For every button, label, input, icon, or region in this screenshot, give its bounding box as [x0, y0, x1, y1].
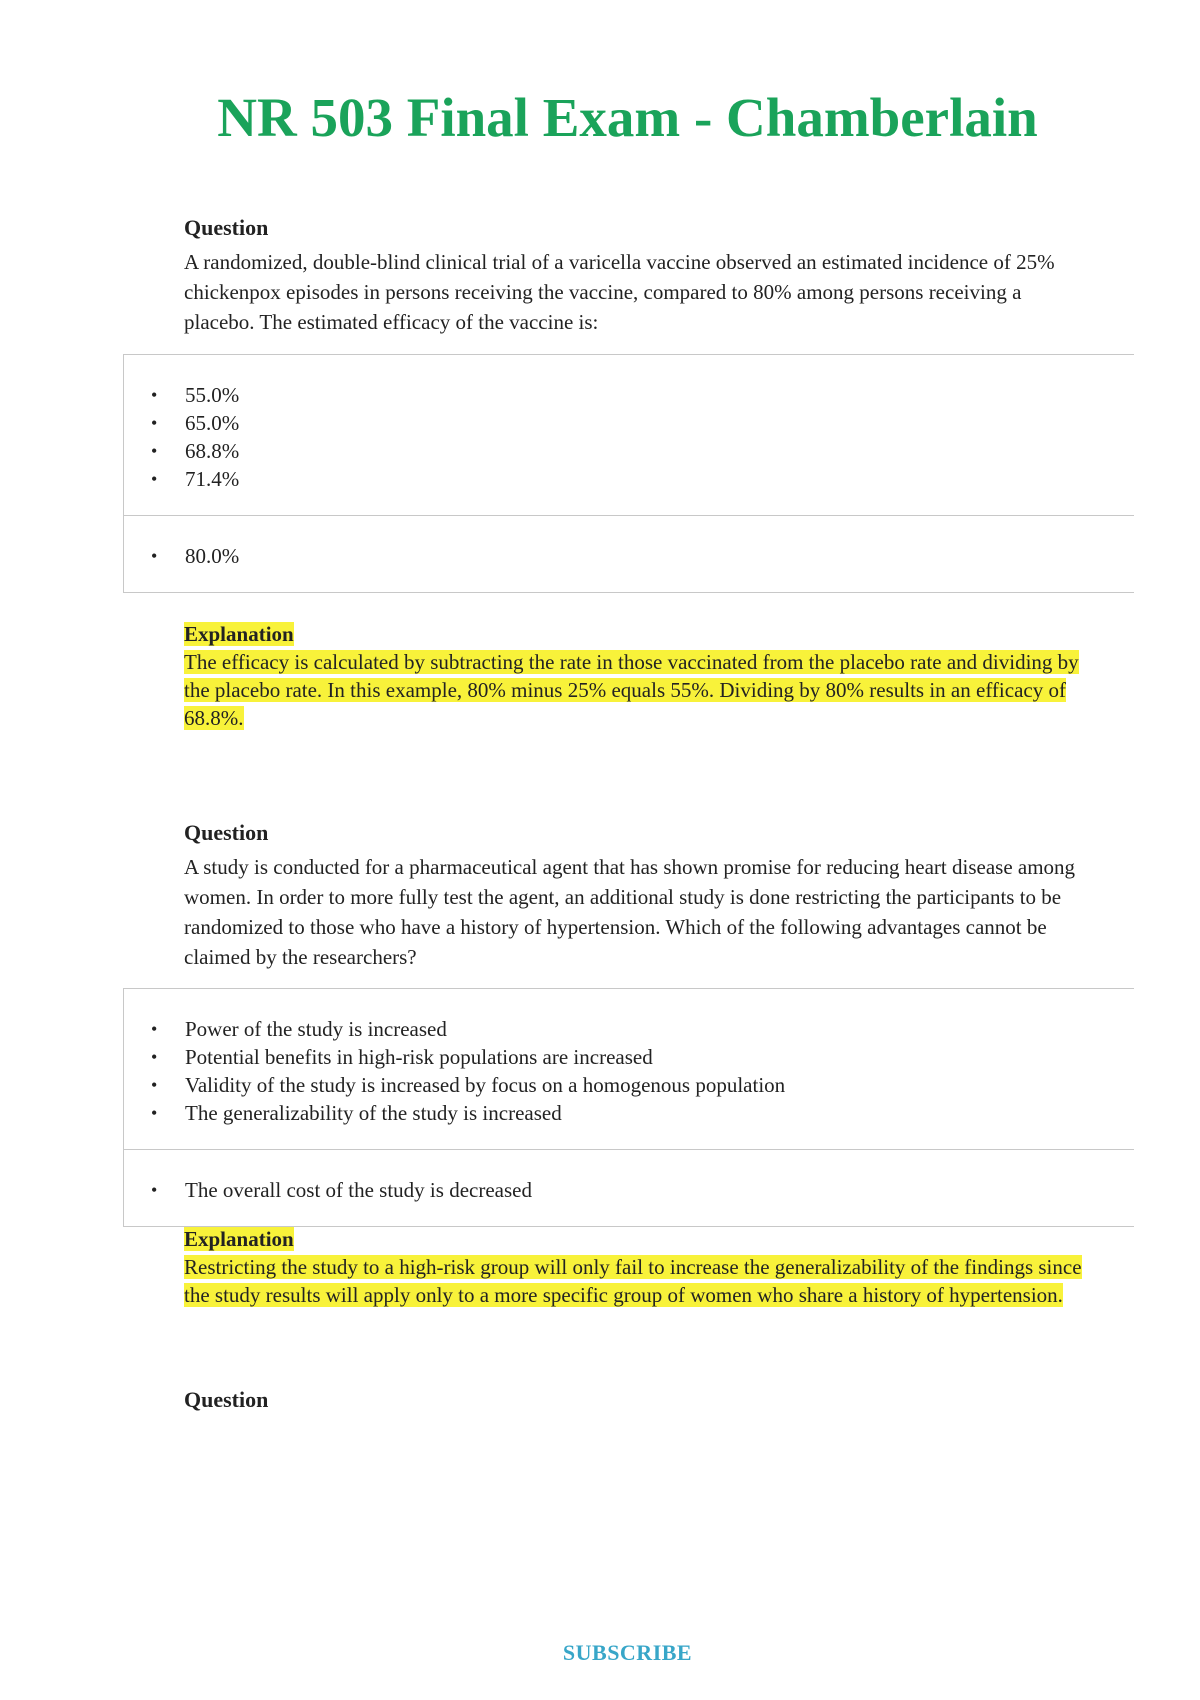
question-heading: Question	[184, 1387, 269, 1412]
option-item: • 71.4%	[124, 465, 1134, 493]
question-3	[184, 1385, 1084, 1415]
option-item: • 80.0%	[124, 542, 1134, 570]
explanation-heading: Explanation	[184, 1227, 294, 1251]
option-item: • 55.0%	[124, 381, 1134, 409]
option-item: • 68.8%	[124, 437, 1134, 465]
question-text: A study is conducted for a pharmaceutical agent that has shown promise for reducing heart disease among women. In order to more fully test the agent, an additional study is done restricting the participants to be randomized to those who have a history of hypertension. Which of the following advantages cannot be claimed by the researchers?	[184, 855, 1076, 969]
question-heading: Question	[184, 820, 269, 845]
question-heading: Question	[184, 215, 269, 240]
document-title: NR 503 Final Exam - Chamberlain	[217, 87, 1038, 148]
options-group-last	[124, 516, 1134, 592]
explanation-text: The efficacy is calculated by subtracting the rate in those vaccinated from the placebo rate and dividing by the placebo rate. In this example, 80% minus 25% equals 55%. Dividing by 80% results in an efficacy of 68.8%.	[184, 650, 1079, 730]
option-item: • The overall cost of the study is decreased	[124, 1176, 1134, 1204]
question-text: A randomized, double-blind clinical trial of a varicella vaccine observed an estimated incidence of 25% chickenpox episodes in persons receiving the vaccine, compared to 80% among persons receiving a placebo. The estimated efficacy of the vaccine is:	[184, 250, 1055, 334]
question-2	[184, 818, 1084, 972]
option-item: • 65.0%	[124, 409, 1134, 437]
explanation-text: Restricting the study to a high-risk group will only fail to increase the generalizability of the findings since the study results will apply only to a more specific group of women who share a history of hypertension.	[184, 1255, 1082, 1307]
options-group	[124, 355, 1134, 516]
options-group-last	[124, 1150, 1134, 1226]
explanation-1	[184, 620, 1084, 732]
option-item: • The generalizability of the study is increased	[124, 1099, 1134, 1127]
explanation-heading: Explanation	[184, 622, 294, 646]
option-item: • Validity of the study is increased by focus on a homogenous population	[124, 1071, 1134, 1099]
answer-options-1	[123, 354, 1134, 593]
option-item: • Potential benefits in high-risk populations are increased	[124, 1043, 1134, 1071]
options-group	[124, 989, 1134, 1150]
question-1	[184, 213, 1084, 337]
answer-options-2	[123, 988, 1134, 1227]
subscribe-link[interactable]: SUBSCRIBE	[562, 1640, 693, 1665]
explanation-2	[184, 1225, 1084, 1309]
option-item: • Power of the study is increased	[124, 1015, 1134, 1043]
